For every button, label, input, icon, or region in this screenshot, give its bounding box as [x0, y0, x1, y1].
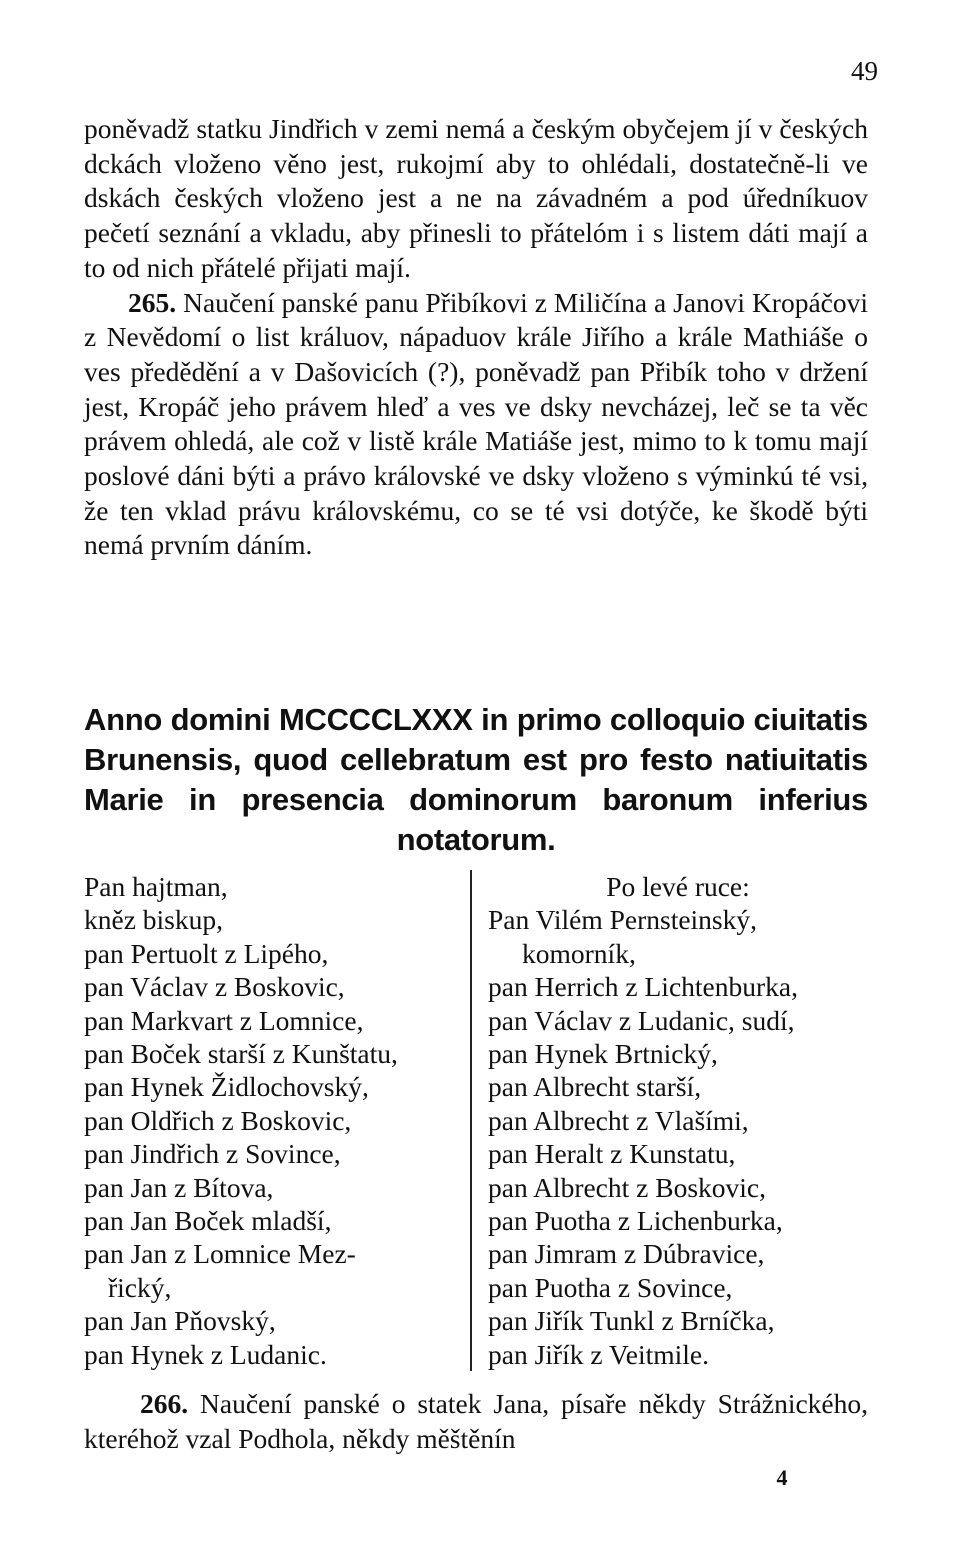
left-entry: pan Hynek Židlochovský,	[84, 1071, 369, 1103]
right-column	[488, 870, 868, 1371]
left-entry: Pan hajtman,	[84, 871, 228, 902]
right-entry: Pan Vilém Pernsteinský,	[488, 904, 758, 936]
right-entry-continuation: komorník,	[522, 937, 636, 969]
right-entry: pan Hynek Brtnický,	[488, 1038, 718, 1070]
right-entry: pan Václav z Ludanic, sudí,	[488, 1004, 795, 1036]
page-number: 49	[851, 56, 878, 86]
left-entry: pan Pertuolt z Lipého,	[84, 937, 329, 969]
left-entry: pan Jan z Bítova,	[84, 1171, 274, 1203]
left-entry: pan Hynek z Ludanic.	[84, 1338, 327, 1370]
left-entry: pan Jan z Lomnice Mez-	[84, 1238, 356, 1270]
session-heading: Anno domini MCCCCLXXX in primo colloquio ciuitatis Brunensis, quod cellebratum est pro festo natiuitatis Marie in presencia dominorum baronum inferius notatorum.	[84, 702, 868, 857]
right-entry: pan Heralt z Kunstatu,	[488, 1138, 736, 1170]
right-entry: pan Jiřík Tunkl z Brníčka,	[488, 1305, 775, 1337]
left-entry: kněz biskup,	[84, 904, 224, 936]
main-text	[84, 112, 868, 563]
right-column-heading: Po levé ruce:	[606, 871, 750, 902]
right-entry: pan Albrecht z Vlašími,	[488, 1104, 749, 1136]
paragraph-continuation: poněvadž statku Jindřich v zemi nemá a českým obyčejem jí v českých dckách vloženo věno jest, rukojmí aby to ohlédali, dostatečně-li ve dskách českých vloženo jest a ne na závadném a pod úředníkuov pečetí seznání a vkladu, aby přinesli to přátelóm i s listem dáti mají a to od nich přátelé přijati mají.	[84, 113, 868, 283]
left-column	[84, 870, 464, 1371]
right-entry: pan Albrecht z Boskovic,	[488, 1171, 766, 1203]
signature-mark: 4	[776, 1465, 788, 1490]
left-entry: pan Václav z Boskovic,	[84, 971, 345, 1003]
right-entry: pan Albrecht starší,	[488, 1071, 702, 1103]
right-entry: pan Puotha z Sovince,	[488, 1271, 733, 1303]
column-divider	[470, 870, 472, 1371]
section-266-number: 266.	[140, 1388, 189, 1419]
left-entry: pan Oldřich z Boskovic,	[84, 1104, 352, 1136]
right-entry: pan Herrich z Lichtenburka,	[488, 971, 798, 1003]
left-entry-continuation: řický,	[108, 1271, 172, 1303]
section-265	[84, 286, 868, 564]
right-entry: pan Puotha z Lichenburka,	[488, 1205, 783, 1237]
right-entry: pan Jimram z Dúbravice,	[488, 1238, 765, 1270]
section-266-block	[84, 1387, 868, 1456]
section-265-text: Naučení panské panu Přibíkovi z Miličína a Janovi Kropáčovi z Nevědomí o list králuov, nápaduov krále Jiřího a krále Mathiáše o ves předědění a v Dašovicích (?), poněvadž pan Přibík toho v držení jest, Kropáč jeho právem hleď a ves ve dsky nevcházej, leč se ta věc právem ohledá, ale což v listě krále Matiáše jest, mimo to k tomu mají poslové dáni býti a právo královské ve dsky vloženo s výminkú té vsi, že ten vklad právu královskému, co se té vsi dotýče, ke škodě býti nemá prvním dáním.	[84, 286, 869, 561]
right-entry: pan Jiřík z Veitmile.	[488, 1338, 709, 1370]
left-entry: pan Jindřich z Sovince,	[84, 1138, 341, 1170]
left-entry: pan Jan Boček mladší,	[84, 1205, 332, 1237]
left-entry: pan Jan Pňovský,	[84, 1305, 276, 1337]
left-entry: pan Boček starší z Kunštatu,	[84, 1038, 398, 1070]
section-265-number: 265.	[128, 286, 177, 318]
left-entry: pan Markvart z Lomnice,	[84, 1004, 364, 1036]
section-266-text: Naučení panské o statek Jana, písaře někdy Strážnického, kteréhož vzal Podhola, někdy měštěnín	[84, 1388, 868, 1454]
